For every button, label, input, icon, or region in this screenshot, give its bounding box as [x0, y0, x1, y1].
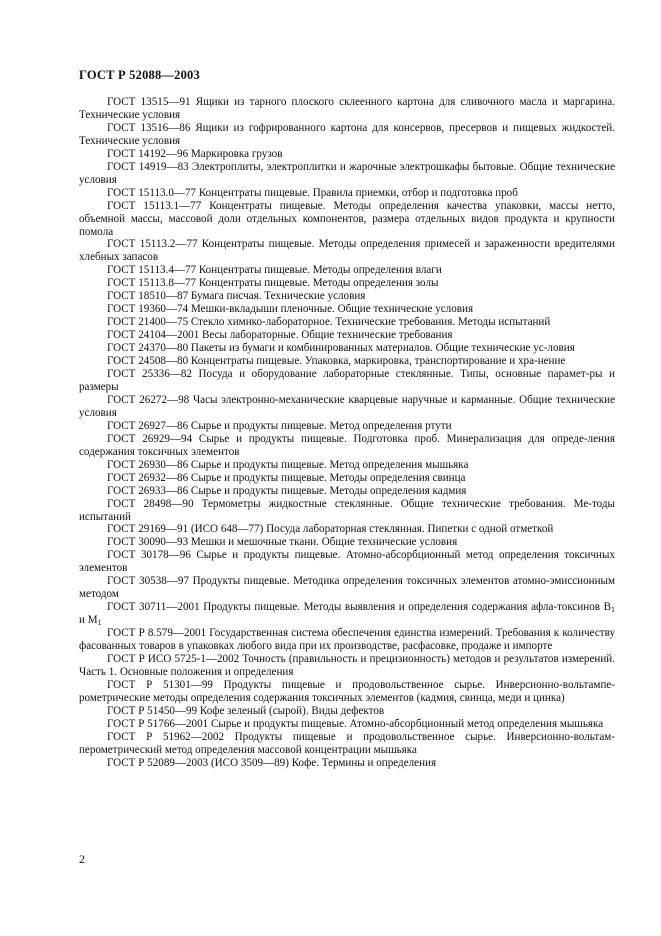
reference-item: ГОСТ Р 51766—2001 Сырье и продукты пищевые. Атомно-абсорбционный метод определения мышьяка — [107, 717, 604, 730]
reference-item: ГОСТ 30538—97 Продукты пищевые. Методика определения токсичных элементов атомно-эмиссионным методом — [79, 575, 615, 601]
reference-item: ГОСТ 28498—90 Термометры жидкостные стеклянные. Общие технические требования. Ме-тоды испытаний — [79, 497, 615, 523]
reference-item: ГОСТ 29169—91 (ИСО 648—77) Посуда лабораторная стеклянная. Пипетки с одной отметкой — [107, 523, 554, 536]
reference-item: ГОСТ Р 51301—99 Продукты пищевые и продовольственное сырье. Инверсионно-вольтампе-рометрические методы определения содержания токсичных элементов (кадмия, свинца, меди и цинка) — [79, 678, 615, 704]
reference-item: ГОСТ 26929—94 Сырье и продукты пищевые. Подготовка проб. Минерализация для опреде-ления содержания токсичных элементов — [79, 432, 615, 458]
reference-item: ГОСТ 15113.0—77 Концентраты пищевые. Правила приемки, отбор и подготовка проб — [107, 186, 518, 199]
reference-item: ГОСТ 26927—86 Сырье и продукты пищевые. Метод определения ртути — [107, 419, 452, 432]
reference-item: ГОСТ 21400—75 Стекло химико-лабораторное. Технические требования. Методы испытаний — [107, 316, 551, 329]
reference-item: ГОСТ 14919—83 Электроплиты, электроплитки и жарочные электрошкафы бытовые. Общие технические условия — [79, 160, 615, 186]
page-number: 2 — [79, 852, 85, 866]
reference-item: ГОСТ 26930—86 Сырье и продукты пищевые. Метод определения мышьяка — [107, 458, 469, 471]
reference-item: ГОСТ Р 51450—99 Кофе зеленый (сырой). Виды дефектов — [107, 704, 385, 717]
reference-item: ГОСТ Р 51962—2002 Продукты пищевые и продовольственное сырье. Инверсионно-вольтам-перометрический метод определения массовой концентрации мышьяка — [79, 730, 615, 756]
reference-item: ГОСТ 30178—96 Сырье и продукты пищевые. Атомно-абсорбционный метод определения токсичных элементов — [79, 549, 615, 575]
reference-item: ГОСТ 13516—86 Ящики из гофрированного картона для консервов, пресервов и пищевых жидкостей. Технические условия — [79, 121, 615, 147]
reference-item: ГОСТ 18510—87 Бумага писчая. Технические условия — [107, 290, 366, 303]
reference-item: ГОСТ 15113.8—77 Концентраты пищевые. Методы определения золы — [107, 277, 439, 290]
reference-text-mid: и М — [79, 614, 98, 627]
reference-item: ГОСТ 15113.1—77 Концентраты пищевые. Методы определения качества упаковки, массы нетто, объемной массы, массовой доли отдельных компонентов, размера отдельных видов продукта и крупности помола — [79, 199, 615, 238]
subscript-1: 1 — [611, 605, 615, 615]
reference-item: ГОСТ 19360—74 Мешки-вкладыши пленочные. Общие технические условия — [107, 303, 474, 316]
reference-item: ГОСТ 30090—93 Мешки и мешочные ткани. Общие технические условия — [107, 536, 458, 549]
subscript-1: 1 — [97, 618, 102, 628]
reference-item: ГОСТ 26932—86 Сырье и продукты пищевые. Методы определения свинца — [107, 471, 466, 484]
reference-item: ГОСТ 24104—2001 Весы лабораторные. Общие технические требования — [107, 329, 453, 342]
reference-item: ГОСТ 15113.2—77 Концентраты пищевые. Методы определения примесей и зараженности вредителями хлебных запасов — [79, 238, 615, 264]
document-header: ГОСТ Р 52088—2003 — [79, 68, 200, 82]
reference-text: ГОСТ 30711—2001 Продукты пищевые. Методы выявления и определения содержания афла-токсинов В — [107, 601, 611, 614]
reference-item: ГОСТ 14192—96 Маркировка грузов — [107, 147, 283, 160]
reference-item: ГОСТ 13515—91 Ящики из тарного плоского склеенного картона для сливочного масла и маргарина. Технические условия — [79, 96, 615, 121]
normative-references — [79, 96, 615, 770]
reference-item: ГОСТ 26272—98 Часы электронно-механические кварцевые наручные и карманные. Общие технические условия — [79, 393, 615, 419]
reference-item: ГОСТ 24508—80 Концентраты пищевые. Упаковка, маркировка, транспортирование и хра-нение — [107, 355, 566, 368]
reference-item: ГОСТ 25336—82 Посуда и оборудование лабораторные стеклянные. Типы, основные парамет-ры и размеры — [79, 368, 615, 393]
reference-item: ГОСТ 24370—80 Пакеты из бумаги и комбинированных материалов. Общие технические ус-ловия — [107, 342, 575, 355]
reference-item: ГОСТ Р 52089—2003 (ИСО 3509—89) Кофе. Термины и определения — [107, 756, 437, 769]
reference-item: ГОСТ 15113.4—77 Концентраты пищевые. Методы определения влаги — [107, 264, 442, 277]
reference-item: ГОСТ 26933—86 Сырье и продукты пищевые. Методы определения кадмия — [107, 484, 467, 497]
reference-item: ГОСТ Р ИСО 5725-1—2002 Точность (правильность и прецизионность) методов и результатов измерений. Часть 1. Основные положения и определения — [79, 652, 615, 678]
reference-item-aflatoxin — [79, 601, 615, 627]
reference-item: ГОСТ Р 8.579—2001 Государственная система обеспечения единства измерений. Требования к количеству фасованных товаров в упаковках любого вида при их производстве, расфасовке, продаже и импорте — [79, 627, 615, 653]
